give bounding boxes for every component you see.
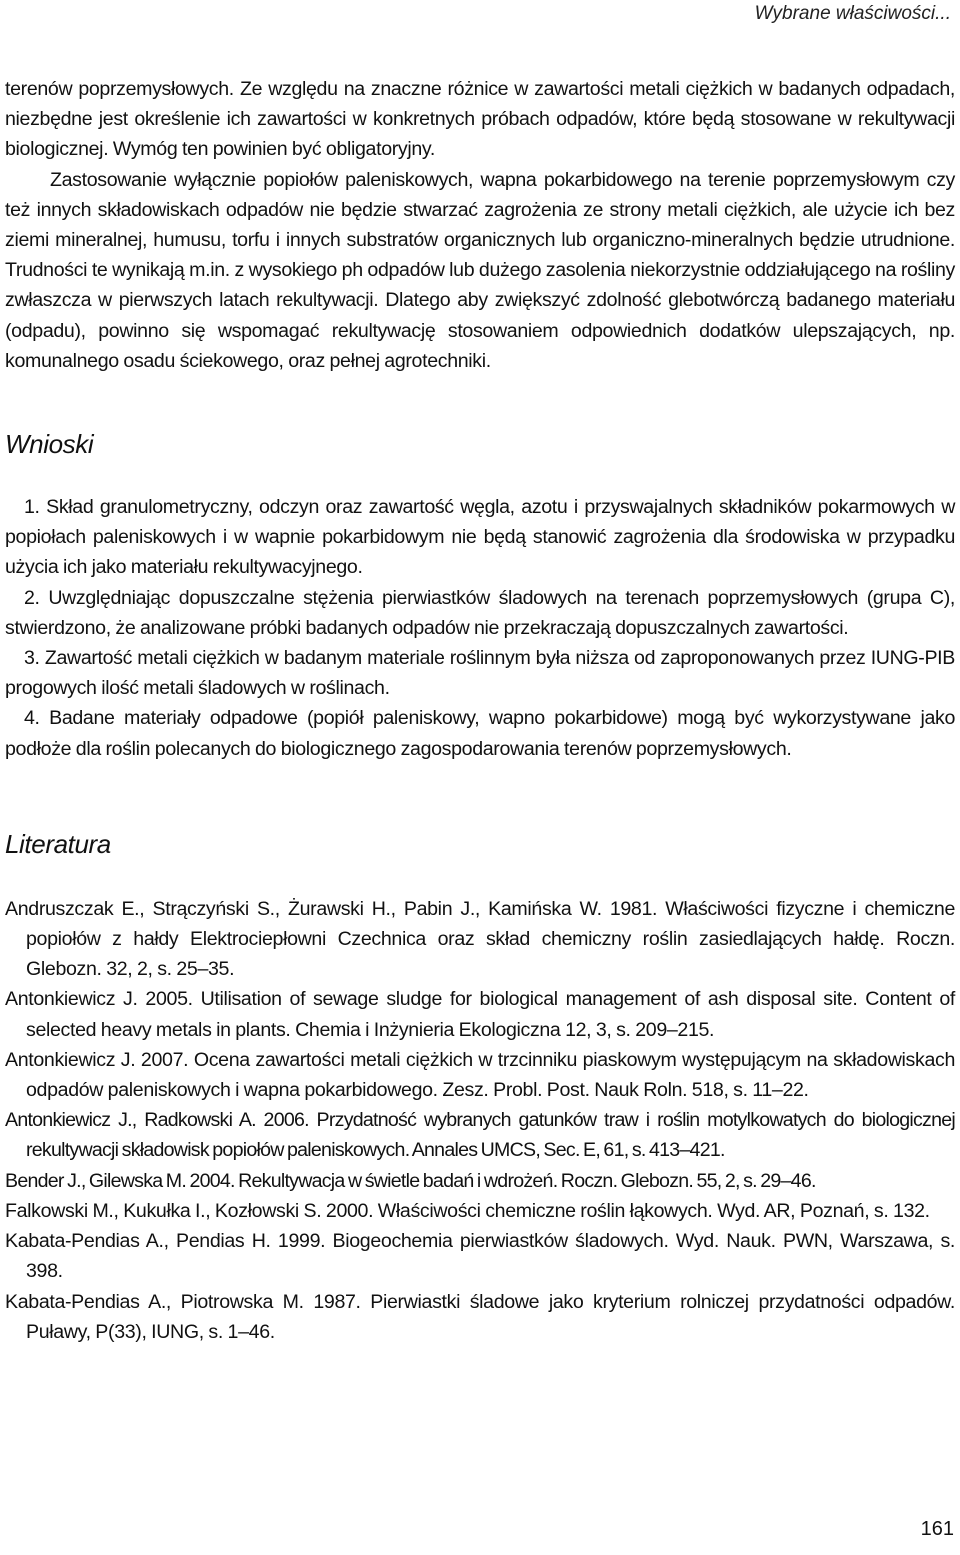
conclusions-heading: Wnioski <box>5 429 94 460</box>
reference-item: Antonkiewicz J. 2007. Ocena zawartości metali ciężkich w trzcinniku piaskowym występującym na składowiskach odpadów paleniskowych i wapna pokarbidowego. Zesz. Probl. Post. Nauk Roln. 518, s. 11–22. <box>5 1048 955 1102</box>
reference-item: Bender J., Gilewska M. 2004. Rekultywacja w świetle badań i wdrożeń. Roczn. Glebozn. 55, 2, s. 29–46. <box>5 1169 816 1192</box>
reference-list <box>5 894 955 1347</box>
body-paragraph-1: terenów poprzemysłowych. Ze względu na znaczne różnice w zawartości metali ciężkich w badanych odpadach, niezbędne jest określenie ich zawartości w konkretnych próbach odpadów, które będą stosowane w rekultywacji biologicznej. Wymóg ten powinien być obligatoryjny. <box>5 78 955 161</box>
reference-item: Falkowski M., Kukułka I., Kozłowski S. 2000. Właściwości chemiczne roślin łąkowych. Wyd. AR, Poznań, s. 132. <box>5 1199 930 1222</box>
conclusion-item: 3. Zawartość metali ciężkich w badanym materiale roślinnym była niższa od zaproponowanych przez IUNG-PIB progowych ilość metali śladowych w roślinach. <box>5 647 955 700</box>
conclusion-item: 4. Badane materiały odpadowe (popiół paleniskowy, wapno pokarbidowe) mogą być wykorzystywane jako podłoże dla roślin polecanych do biologicznego zagospodarowania terenów poprzemysłowych. <box>5 707 955 760</box>
page-content <box>5 74 955 1347</box>
conclusions-list <box>5 492 955 764</box>
reference-item: Andruszczak E., Strączyński S., Żurawski H., Pabin J., Kamińska W. 1981. Właściwości fizyczne i chemiczne popiołów z hałdy Elektrociepłowni Czechnica oraz skład chemiczny roślin zasiedlających hałdę. Roczn. Glebozn. 32, 2, s. 25–35. <box>5 897 955 981</box>
body-paragraph-2: Zastosowanie wyłącznie popiołów paleniskowych, wapna pokarbidowego na terenie poprzemysłowym czy też innych składowiskach odpadów nie będzie stwarzać zagrożenia ze strony metali ciężkich, ale użycie ich bez ziemi mineralnej, humusu, torfu i innych substratów organicznych lub organiczno-mineralnych będzie utrudnione. Trudności te wynikają m.in. z wysokiego ph odpadów lub dużego zasolenia niekorzystnie oddziałującego na rośliny zwłaszcza w pierwszych latach rekultywacji. Dlatego aby zwiększyć zdolność glebotwórczą badanego materiału (odpadu), powinno się wspomagać rekultywację stosowaniem odpowiednich dodatków ulepszających, np. komunalnego osadu ściekowego, oraz pełnej agrotechniki. <box>5 168 955 372</box>
page-number: 161 <box>920 1518 954 1540</box>
literature-heading: Literatura <box>5 828 111 859</box>
conclusion-item: 1. Skład granulometryczny, odczyn oraz zawartość węgla, azotu i przyswajalnych składników pokarmowych w popiołach paleniskowych i w wapnie pokarbidowym nie będą stanowić zagrożenia dla środowiska w przypadku użycia ich jako materiału rekultywacyjnego. <box>5 496 955 579</box>
reference-item: Antonkiewicz J. 2005. Utilisation of sewage sludge for biological management of ash disposal site. Content of selected heavy metals in plants. Chemia i Inżynieria Ekologiczna 12, 3, s. 209–215. <box>5 988 955 1041</box>
running-header-title: Wybrane właściwości... <box>754 3 951 24</box>
reference-item: Antonkiewicz J., Radkowski A. 2006. Przydatność wybranych gatunków traw i roślin motylkowatych do biologicznej rekultywacji składowisk popiołów paleniskowych. Annales UMCS, Sec. E, 61, s. 413–421. <box>5 1109 955 1162</box>
reference-item: Kabata-Pendias A., Pendias H. 1999. Biogeochemia pierwiastków śladowych. Wyd. Nauk. PWN, Warszawa, s. 398. <box>5 1230 955 1283</box>
reference-item: Kabata-Pendias A., Piotrowska M. 1987. Pierwiastki śladowe jako kryterium rolniczej przydatności odpadów. Puławy, P(33), IUNG, s. 1–46. <box>5 1290 955 1343</box>
conclusion-item: 2. Uwzględniając dopuszczalne stężenia pierwiastków śladowych na terenach poprzemysłowych (grupa C), stwierdzono, że analizowane próbki badanych odpadów nie przekraczają dopuszczalnych zawartości. <box>5 586 955 639</box>
